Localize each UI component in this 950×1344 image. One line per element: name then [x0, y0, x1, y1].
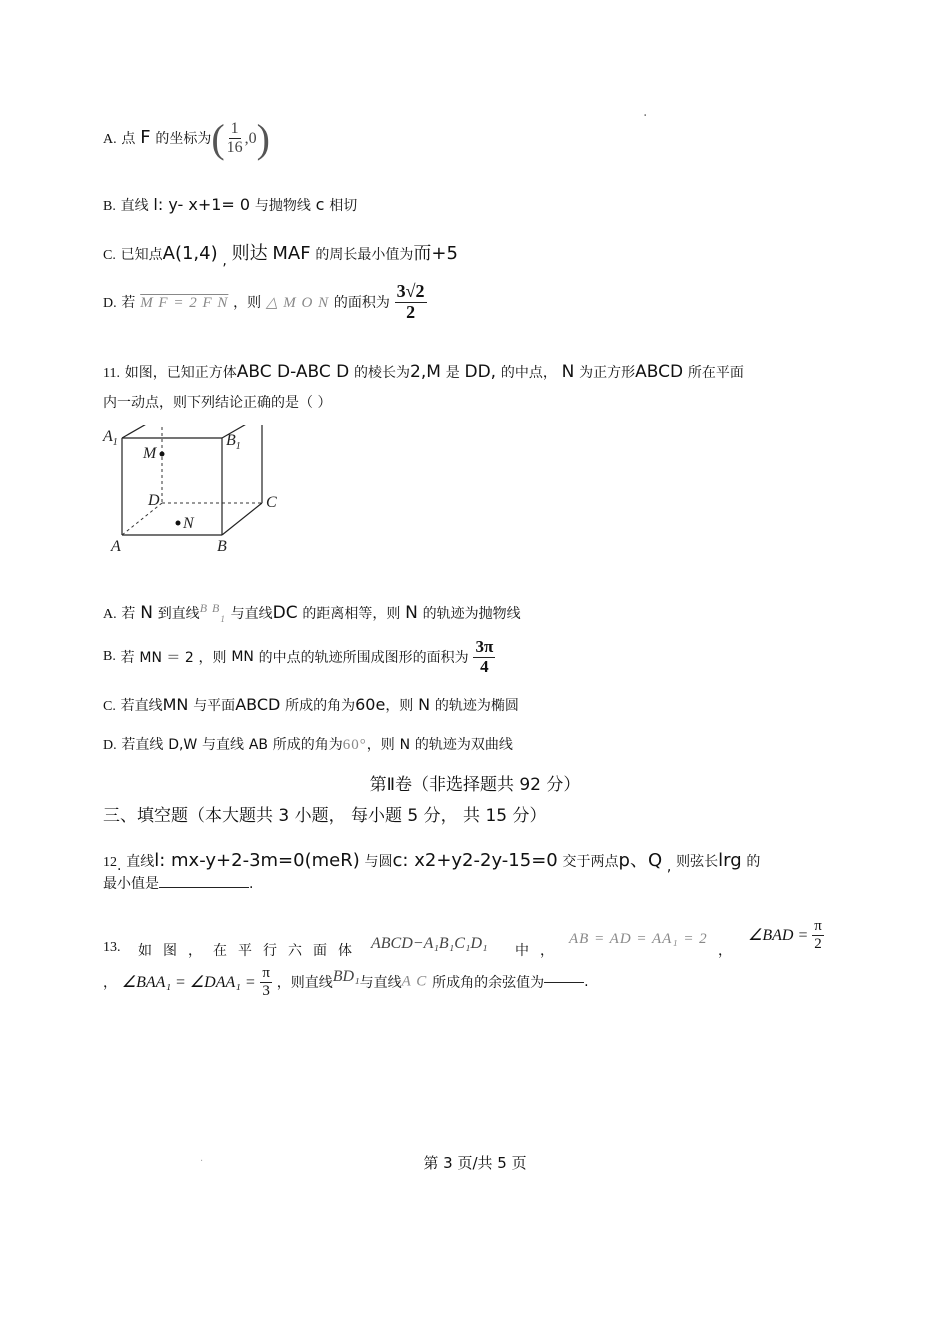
label-a1	[103, 428, 118, 448]
dot: .	[117, 858, 122, 874]
line-bd1: BD₁	[332, 968, 360, 985]
q11-line1	[103, 362, 744, 382]
edge-length: 2,M	[410, 362, 441, 382]
point-n: N	[418, 695, 431, 714]
question-text: 是	[445, 365, 460, 381]
point-n	[176, 521, 181, 526]
point-n: N	[140, 603, 153, 623]
label-n: N	[183, 515, 194, 532]
fraction	[225, 120, 245, 156]
frac-den: 3	[262, 982, 270, 999]
option-text: 直线	[120, 198, 149, 214]
option-text: 所成的角为	[272, 737, 343, 753]
option-d-q11	[103, 734, 513, 754]
label-text: A	[103, 428, 113, 445]
chord-length: lrg	[718, 850, 742, 871]
frac-num: π	[262, 965, 270, 981]
frac-den: 2	[814, 935, 822, 952]
question-text: 的	[746, 854, 761, 870]
frac-den: 4	[480, 656, 489, 676]
line-bb1-sub: 1	[220, 614, 226, 624]
edge-equation: AB = AD = AA₁ = 2	[569, 931, 708, 947]
label-d: D	[148, 492, 160, 509]
option-label: B.	[103, 649, 116, 665]
question-text: 如图，在平行六面体	[138, 943, 363, 959]
frac-num: 3π	[475, 637, 494, 656]
line-bb1: B B	[199, 601, 221, 615]
option-label: C.	[103, 699, 116, 714]
label-b: B	[217, 538, 227, 555]
option-text: 若	[121, 606, 136, 622]
plane-abcd: ABCD	[235, 695, 281, 714]
edge	[122, 425, 162, 438]
paren-right: )	[256, 116, 270, 161]
angle-value: 60e	[355, 695, 386, 714]
question-text: 最小值是	[103, 876, 159, 892]
answer-blank[interactable]	[544, 982, 584, 983]
option-d-q10	[103, 282, 427, 323]
option-text: ，则	[198, 650, 227, 667]
line-eq: l: mx-y+2-3m=0(meR)	[154, 850, 360, 871]
q13-line2	[103, 965, 589, 999]
option-text: 所成的角为	[285, 698, 356, 714]
angle-bad	[748, 918, 824, 952]
point-a: A(1,4)	[162, 243, 218, 264]
comma: ，	[718, 943, 732, 959]
solid-name: ABCD−A₁B₁C₁D₁	[371, 935, 488, 952]
mn-eq: MN ＝ 2	[139, 650, 194, 667]
option-text: 的面积为	[333, 294, 390, 311]
triangle-maf: MAF	[272, 243, 311, 264]
label-c: C	[266, 494, 277, 511]
question-text: 与直线	[359, 975, 402, 991]
question-text: 的中点，	[500, 365, 557, 381]
option-c-q11	[103, 695, 519, 715]
option-text: 的中点的轨迹所围成图形的面积为	[258, 650, 469, 667]
q11-line2: 内一动点，则下列结论正确的是（ ）	[103, 395, 332, 411]
frac-num: π	[814, 918, 822, 934]
cube-name: ABC D-ABC D	[236, 362, 350, 382]
frac-num: 1	[230, 120, 239, 138]
frac-den: 16	[226, 139, 243, 156]
segment-dd: DD,	[464, 362, 497, 382]
option-b-q10	[103, 195, 357, 215]
option-text: 则达	[231, 243, 268, 264]
square-name: ABCD	[635, 362, 684, 382]
frac-den: 2	[406, 301, 416, 322]
section3-title: 三、填空题（本大题共 3 小题， 每小题 5 分， 共 15 分）	[103, 806, 547, 826]
label-m: M	[143, 445, 157, 462]
answer-blank[interactable]	[159, 887, 249, 888]
point-f: F	[140, 127, 151, 148]
cube-figure	[100, 425, 285, 560]
option-b-q11	[103, 638, 495, 676]
q12-line2	[103, 873, 253, 893]
footer-dot: .	[200, 1153, 204, 1164]
area-fraction	[473, 638, 495, 676]
line-ab: AB	[248, 737, 269, 753]
option-text: 若直线	[120, 698, 163, 714]
option-text: 已知点	[120, 247, 163, 263]
option-label: D.	[103, 738, 117, 753]
question-number: 11.	[103, 366, 120, 381]
option-text: 相切	[329, 198, 358, 214]
option-text: 与直线	[230, 606, 273, 622]
circle-eq: c: x2+y2-2y-15=0	[392, 850, 558, 871]
question-text: 则弦长	[676, 854, 719, 870]
area-fraction	[395, 282, 427, 323]
option-c-q10	[103, 239, 458, 269]
label-sub: 1	[112, 437, 118, 449]
page-number: 第 3 页/共 5 页	[423, 1154, 527, 1172]
option-text: 与直线	[202, 737, 245, 753]
edge	[222, 503, 262, 535]
question-text: ，则直线	[276, 975, 333, 991]
question-text: 如图，已知正方体	[124, 365, 237, 381]
option-text: 与平面	[193, 698, 236, 714]
segment-mn: MN	[231, 649, 254, 666]
option-a-q10	[103, 115, 270, 162]
frac-num: 3√2	[396, 281, 425, 301]
triangle-mon: △ M O N	[265, 294, 330, 311]
question-text: 为正方形	[579, 365, 636, 381]
label-sub: 1	[235, 441, 241, 453]
option-text: 的距离相等，则	[302, 606, 401, 622]
line-dc: DC	[272, 603, 298, 623]
angle-value: 60°	[342, 737, 367, 753]
option-text: 若	[121, 294, 136, 311]
point-n: N	[561, 362, 575, 382]
option-text: 到直线	[157, 606, 200, 622]
line-mn: MN	[162, 695, 189, 714]
option-text: 的坐标为	[155, 131, 212, 147]
angle-lhs: ∠BAD =	[748, 927, 809, 944]
question-text: 交于两点	[562, 854, 619, 870]
comma: ,	[222, 253, 227, 269]
point-m	[160, 452, 165, 457]
question-text: 与圆	[364, 854, 393, 870]
question-text: 所在平面	[687, 365, 744, 381]
question-text: 的棱长为	[354, 365, 411, 381]
option-label: A.	[103, 132, 117, 147]
line-ac: A C	[401, 973, 428, 990]
question-text: 所成角的余弦值为	[432, 975, 545, 991]
angle-lhs: ∠BAA₁ = ∠DAA₁ =	[121, 974, 256, 991]
line-dw: D,W	[168, 737, 198, 753]
q12-line1	[103, 846, 761, 875]
coord-tail: ,0	[244, 130, 257, 147]
option-text: 的轨迹为抛物线	[422, 606, 521, 622]
stray-dot: .	[643, 104, 648, 120]
option-a-q11	[103, 603, 521, 624]
question-text: 直线	[126, 854, 155, 870]
label-b1	[226, 432, 241, 452]
part2-title: 第Ⅱ卷（非选择题共 92 分）	[369, 775, 581, 795]
option-text: 的周长最小值为	[315, 247, 414, 263]
option-text: 若直线	[121, 737, 164, 753]
comma: ，	[103, 975, 117, 991]
label-text: B	[226, 432, 236, 449]
option-text: ，则	[233, 294, 262, 311]
option-text: ，则	[385, 698, 414, 714]
vector-eq: M F = 2 F N	[140, 294, 229, 311]
label-a: A	[111, 538, 121, 555]
option-text: 若	[120, 650, 135, 667]
option-text: ，则	[366, 737, 395, 753]
option-label: A.	[103, 607, 117, 622]
option-text: 点	[121, 131, 136, 147]
paren-left: (	[211, 116, 225, 161]
question-text: 中，	[515, 943, 565, 959]
question-number: 13.	[103, 940, 121, 955]
line-eq: l: y- x+1= 0	[153, 195, 251, 214]
curve-c: c	[315, 195, 325, 214]
question-number: 12	[103, 855, 117, 870]
option-text: 与抛物线	[254, 198, 311, 214]
option-text: 的轨迹为双曲线	[414, 737, 513, 753]
period: .	[584, 974, 589, 990]
min-value: 而+5	[413, 243, 458, 264]
option-label: D.	[103, 295, 117, 311]
option-label: B.	[103, 199, 116, 214]
option-label: C.	[103, 248, 116, 263]
point-n: N	[405, 603, 418, 623]
option-text: 的轨迹为椭圆	[434, 698, 519, 714]
comma: ,	[666, 859, 672, 875]
period: .	[249, 876, 254, 892]
point-n: N	[399, 737, 411, 753]
points-pq: p、Q	[618, 850, 663, 871]
